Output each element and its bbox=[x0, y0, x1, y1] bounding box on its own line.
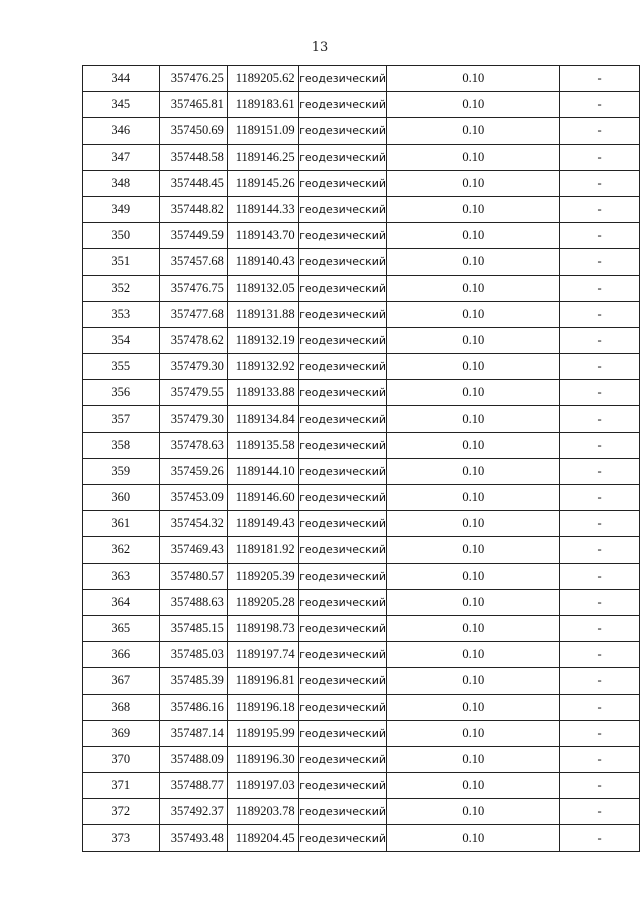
accuracy-cell: 0.10 bbox=[387, 799, 560, 825]
point-number-cell: 366 bbox=[83, 642, 160, 668]
x-coordinate-cell: 357493.48 bbox=[159, 825, 227, 851]
accuracy-cell: 0.10 bbox=[387, 668, 560, 694]
method-cell: геодезический bbox=[298, 720, 387, 746]
method-cell: геодезический bbox=[298, 694, 387, 720]
table-row bbox=[83, 746, 640, 772]
method-cell: геодезический bbox=[298, 746, 387, 772]
method-cell: геодезический bbox=[298, 642, 387, 668]
remark-cell: - bbox=[560, 66, 640, 92]
y-coordinate-cell: 1189196.30 bbox=[227, 746, 298, 772]
point-number-cell: 367 bbox=[83, 668, 160, 694]
table-row bbox=[83, 354, 640, 380]
table-row bbox=[83, 249, 640, 275]
table-row bbox=[83, 563, 640, 589]
remark-cell: - bbox=[560, 720, 640, 746]
y-coordinate-cell: 1189133.88 bbox=[227, 380, 298, 406]
x-coordinate-cell: 357454.32 bbox=[159, 511, 227, 537]
accuracy-cell: 0.10 bbox=[387, 589, 560, 615]
table-row bbox=[83, 485, 640, 511]
y-coordinate-cell: 1189143.70 bbox=[227, 223, 298, 249]
method-cell: геодезический bbox=[298, 380, 387, 406]
point-number-cell: 353 bbox=[83, 301, 160, 327]
remark-cell: - bbox=[560, 354, 640, 380]
x-coordinate-cell: 357457.68 bbox=[159, 249, 227, 275]
table-row bbox=[83, 589, 640, 615]
x-coordinate-cell: 357477.68 bbox=[159, 301, 227, 327]
table-row bbox=[83, 432, 640, 458]
x-coordinate-cell: 357485.15 bbox=[159, 615, 227, 641]
remark-cell: - bbox=[560, 799, 640, 825]
table-row bbox=[83, 301, 640, 327]
table-row bbox=[83, 380, 640, 406]
remark-cell: - bbox=[560, 196, 640, 222]
y-coordinate-cell: 1189132.05 bbox=[227, 275, 298, 301]
point-number-cell: 370 bbox=[83, 746, 160, 772]
remark-cell: - bbox=[560, 118, 640, 144]
y-coordinate-cell: 1189197.74 bbox=[227, 642, 298, 668]
y-coordinate-cell: 1189131.88 bbox=[227, 301, 298, 327]
method-cell: геодезический bbox=[298, 196, 387, 222]
point-number-cell: 349 bbox=[83, 196, 160, 222]
accuracy-cell: 0.10 bbox=[387, 170, 560, 196]
method-cell: геодезический bbox=[298, 432, 387, 458]
x-coordinate-cell: 357450.69 bbox=[159, 118, 227, 144]
point-number-cell: 369 bbox=[83, 720, 160, 746]
point-number-cell: 363 bbox=[83, 563, 160, 589]
x-coordinate-cell: 357488.77 bbox=[159, 773, 227, 799]
point-number-cell: 355 bbox=[83, 354, 160, 380]
table-row bbox=[83, 825, 640, 851]
accuracy-cell: 0.10 bbox=[387, 380, 560, 406]
table-row bbox=[83, 720, 640, 746]
y-coordinate-cell: 1189205.39 bbox=[227, 563, 298, 589]
table-row bbox=[83, 511, 640, 537]
method-cell: геодезический bbox=[298, 563, 387, 589]
method-cell: геодезический bbox=[298, 589, 387, 615]
x-coordinate-cell: 357465.81 bbox=[159, 92, 227, 118]
remark-cell: - bbox=[560, 825, 640, 851]
y-coordinate-cell: 1189151.09 bbox=[227, 118, 298, 144]
method-cell: геодезический bbox=[298, 144, 387, 170]
point-number-cell: 362 bbox=[83, 537, 160, 563]
remark-cell: - bbox=[560, 170, 640, 196]
x-coordinate-cell: 357488.09 bbox=[159, 746, 227, 772]
table-row bbox=[83, 694, 640, 720]
x-coordinate-cell: 357469.43 bbox=[159, 537, 227, 563]
table-row bbox=[83, 92, 640, 118]
method-cell: геодезический bbox=[298, 485, 387, 511]
point-number-cell: 372 bbox=[83, 799, 160, 825]
table-row bbox=[83, 144, 640, 170]
y-coordinate-cell: 1189140.43 bbox=[227, 249, 298, 275]
remark-cell: - bbox=[560, 511, 640, 537]
accuracy-cell: 0.10 bbox=[387, 458, 560, 484]
method-cell: геодезический bbox=[298, 825, 387, 851]
y-coordinate-cell: 1189198.73 bbox=[227, 615, 298, 641]
table-row bbox=[83, 196, 640, 222]
table-row bbox=[83, 773, 640, 799]
accuracy-cell: 0.10 bbox=[387, 746, 560, 772]
x-coordinate-cell: 357479.30 bbox=[159, 406, 227, 432]
accuracy-cell: 0.10 bbox=[387, 537, 560, 563]
x-coordinate-cell: 357488.63 bbox=[159, 589, 227, 615]
table-row bbox=[83, 223, 640, 249]
accuracy-cell: 0.10 bbox=[387, 825, 560, 851]
remark-cell: - bbox=[560, 458, 640, 484]
point-number-cell: 352 bbox=[83, 275, 160, 301]
x-coordinate-cell: 357476.75 bbox=[159, 275, 227, 301]
y-coordinate-cell: 1189144.10 bbox=[227, 458, 298, 484]
accuracy-cell: 0.10 bbox=[387, 275, 560, 301]
page-number: 13 bbox=[311, 40, 329, 55]
x-coordinate-cell: 357476.25 bbox=[159, 66, 227, 92]
point-number-cell: 368 bbox=[83, 694, 160, 720]
table-row bbox=[83, 615, 640, 641]
method-cell: геодезический bbox=[298, 406, 387, 432]
table-row bbox=[83, 537, 640, 563]
remark-cell: - bbox=[560, 563, 640, 589]
remark-cell: - bbox=[560, 249, 640, 275]
x-coordinate-cell: 357485.03 bbox=[159, 642, 227, 668]
accuracy-cell: 0.10 bbox=[387, 563, 560, 589]
point-number-cell: 364 bbox=[83, 589, 160, 615]
x-coordinate-cell: 357459.26 bbox=[159, 458, 227, 484]
point-number-cell: 358 bbox=[83, 432, 160, 458]
method-cell: геодезический bbox=[298, 668, 387, 694]
method-cell: геодезический bbox=[298, 354, 387, 380]
x-coordinate-cell: 357492.37 bbox=[159, 799, 227, 825]
remark-cell: - bbox=[560, 668, 640, 694]
remark-cell: - bbox=[560, 485, 640, 511]
accuracy-cell: 0.10 bbox=[387, 196, 560, 222]
y-coordinate-cell: 1189203.78 bbox=[227, 799, 298, 825]
table-row bbox=[83, 458, 640, 484]
x-coordinate-cell: 357448.58 bbox=[159, 144, 227, 170]
method-cell: геодезический bbox=[298, 799, 387, 825]
table-row bbox=[83, 170, 640, 196]
method-cell: геодезический bbox=[298, 223, 387, 249]
table-row bbox=[83, 406, 640, 432]
x-coordinate-cell: 357479.30 bbox=[159, 354, 227, 380]
point-number-cell: 371 bbox=[83, 773, 160, 799]
remark-cell: - bbox=[560, 275, 640, 301]
method-cell: геодезический bbox=[298, 275, 387, 301]
remark-cell: - bbox=[560, 223, 640, 249]
x-coordinate-cell: 357479.55 bbox=[159, 380, 227, 406]
y-coordinate-cell: 1189183.61 bbox=[227, 92, 298, 118]
y-coordinate-cell: 1189204.45 bbox=[227, 825, 298, 851]
method-cell: геодезический bbox=[298, 327, 387, 353]
coordinates-table-body bbox=[83, 66, 640, 852]
remark-cell: - bbox=[560, 615, 640, 641]
x-coordinate-cell: 357478.62 bbox=[159, 327, 227, 353]
point-number-cell: 373 bbox=[83, 825, 160, 851]
remark-cell: - bbox=[560, 746, 640, 772]
method-cell: геодезический bbox=[298, 511, 387, 537]
y-coordinate-cell: 1189146.60 bbox=[227, 485, 298, 511]
accuracy-cell: 0.10 bbox=[387, 327, 560, 353]
method-cell: геодезический bbox=[298, 249, 387, 275]
x-coordinate-cell: 357478.63 bbox=[159, 432, 227, 458]
y-coordinate-cell: 1189149.43 bbox=[227, 511, 298, 537]
point-number-cell: 357 bbox=[83, 406, 160, 432]
table-row bbox=[83, 66, 640, 92]
point-number-cell: 361 bbox=[83, 511, 160, 537]
remark-cell: - bbox=[560, 642, 640, 668]
table-row bbox=[83, 642, 640, 668]
y-coordinate-cell: 1189205.28 bbox=[227, 589, 298, 615]
accuracy-cell: 0.10 bbox=[387, 118, 560, 144]
y-coordinate-cell: 1189146.25 bbox=[227, 144, 298, 170]
accuracy-cell: 0.10 bbox=[387, 249, 560, 275]
remark-cell: - bbox=[560, 327, 640, 353]
table-row bbox=[83, 799, 640, 825]
y-coordinate-cell: 1189195.99 bbox=[227, 720, 298, 746]
accuracy-cell: 0.10 bbox=[387, 223, 560, 249]
accuracy-cell: 0.10 bbox=[387, 720, 560, 746]
y-coordinate-cell: 1189132.92 bbox=[227, 354, 298, 380]
remark-cell: - bbox=[560, 589, 640, 615]
coordinates-table bbox=[82, 65, 640, 852]
y-coordinate-cell: 1189134.84 bbox=[227, 406, 298, 432]
y-coordinate-cell: 1189181.92 bbox=[227, 537, 298, 563]
accuracy-cell: 0.10 bbox=[387, 92, 560, 118]
method-cell: геодезический bbox=[298, 301, 387, 327]
method-cell: геодезический bbox=[298, 66, 387, 92]
table-row bbox=[83, 118, 640, 144]
method-cell: геодезический bbox=[298, 92, 387, 118]
accuracy-cell: 0.10 bbox=[387, 406, 560, 432]
point-number-cell: 360 bbox=[83, 485, 160, 511]
remark-cell: - bbox=[560, 92, 640, 118]
accuracy-cell: 0.10 bbox=[387, 66, 560, 92]
y-coordinate-cell: 1189144.33 bbox=[227, 196, 298, 222]
remark-cell: - bbox=[560, 432, 640, 458]
point-number-cell: 350 bbox=[83, 223, 160, 249]
method-cell: геодезический bbox=[298, 773, 387, 799]
y-coordinate-cell: 1189132.19 bbox=[227, 327, 298, 353]
method-cell: геодезический bbox=[298, 615, 387, 641]
remark-cell: - bbox=[560, 301, 640, 327]
point-number-cell: 345 bbox=[83, 92, 160, 118]
point-number-cell: 351 bbox=[83, 249, 160, 275]
x-coordinate-cell: 357486.16 bbox=[159, 694, 227, 720]
remark-cell: - bbox=[560, 406, 640, 432]
y-coordinate-cell: 1189196.18 bbox=[227, 694, 298, 720]
accuracy-cell: 0.10 bbox=[387, 615, 560, 641]
x-coordinate-cell: 357480.57 bbox=[159, 563, 227, 589]
x-coordinate-cell: 357453.09 bbox=[159, 485, 227, 511]
method-cell: геодезический bbox=[298, 537, 387, 563]
accuracy-cell: 0.10 bbox=[387, 354, 560, 380]
x-coordinate-cell: 357448.45 bbox=[159, 170, 227, 196]
x-coordinate-cell: 357487.14 bbox=[159, 720, 227, 746]
method-cell: геодезический bbox=[298, 458, 387, 484]
x-coordinate-cell: 357485.39 bbox=[159, 668, 227, 694]
point-number-cell: 344 bbox=[83, 66, 160, 92]
point-number-cell: 354 bbox=[83, 327, 160, 353]
point-number-cell: 348 bbox=[83, 170, 160, 196]
y-coordinate-cell: 1189197.03 bbox=[227, 773, 298, 799]
remark-cell: - bbox=[560, 694, 640, 720]
point-number-cell: 347 bbox=[83, 144, 160, 170]
accuracy-cell: 0.10 bbox=[387, 432, 560, 458]
remark-cell: - bbox=[560, 144, 640, 170]
remark-cell: - bbox=[560, 537, 640, 563]
accuracy-cell: 0.10 bbox=[387, 694, 560, 720]
point-number-cell: 356 bbox=[83, 380, 160, 406]
table-row bbox=[83, 275, 640, 301]
x-coordinate-cell: 357449.59 bbox=[159, 223, 227, 249]
y-coordinate-cell: 1189205.62 bbox=[227, 66, 298, 92]
table-row bbox=[83, 668, 640, 694]
remark-cell: - bbox=[560, 773, 640, 799]
point-number-cell: 365 bbox=[83, 615, 160, 641]
point-number-cell: 346 bbox=[83, 118, 160, 144]
method-cell: геодезический bbox=[298, 170, 387, 196]
y-coordinate-cell: 1189196.81 bbox=[227, 668, 298, 694]
method-cell: геодезический bbox=[298, 118, 387, 144]
accuracy-cell: 0.10 bbox=[387, 301, 560, 327]
remark-cell: - bbox=[560, 380, 640, 406]
table-row bbox=[83, 327, 640, 353]
accuracy-cell: 0.10 bbox=[387, 485, 560, 511]
y-coordinate-cell: 1189135.58 bbox=[227, 432, 298, 458]
y-coordinate-cell: 1189145.26 bbox=[227, 170, 298, 196]
accuracy-cell: 0.10 bbox=[387, 144, 560, 170]
accuracy-cell: 0.10 bbox=[387, 642, 560, 668]
accuracy-cell: 0.10 bbox=[387, 511, 560, 537]
point-number-cell: 359 bbox=[83, 458, 160, 484]
accuracy-cell: 0.10 bbox=[387, 773, 560, 799]
x-coordinate-cell: 357448.82 bbox=[159, 196, 227, 222]
